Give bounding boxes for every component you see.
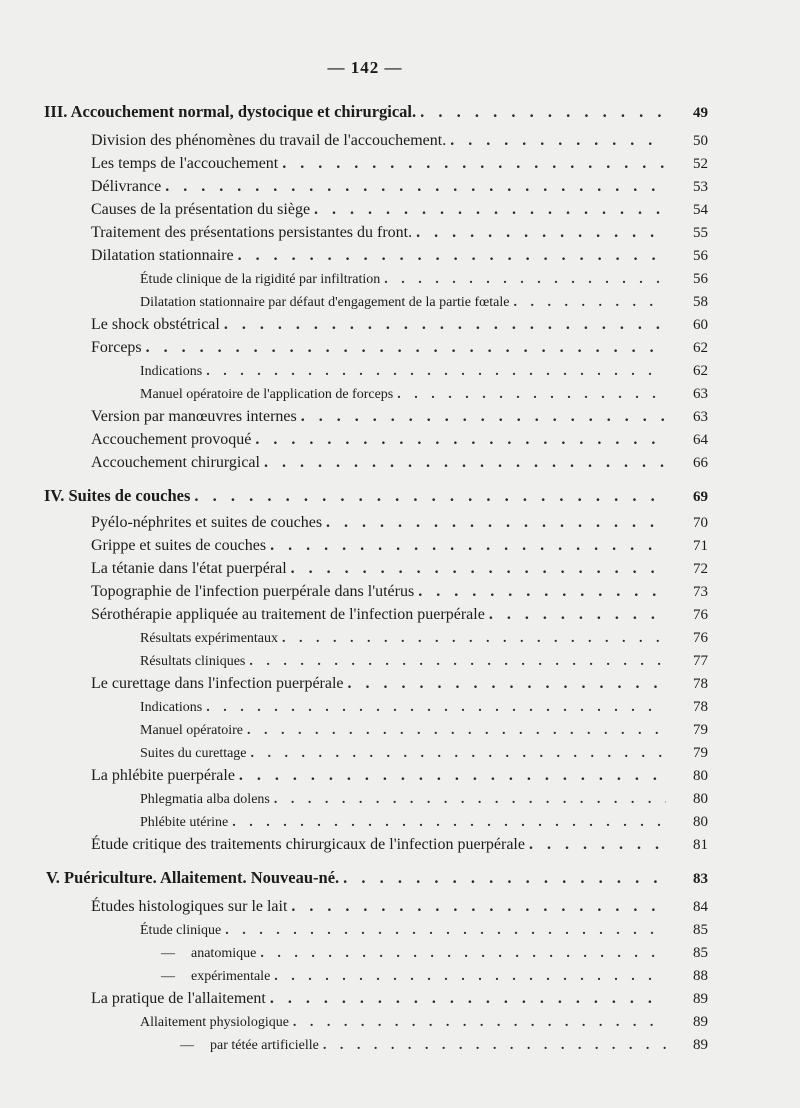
entry-title: Pyélo-néphrites et suites de couches [91,514,323,531]
entry-page: 72 [693,561,708,577]
entry-page: 70 [693,515,708,531]
entry-title: Dilatation stationnaire par défaut d'engagement de la partie fœtale [140,295,510,310]
dot-leader [249,654,666,670]
toc-subentry [0,786,800,808]
entry-page: 66 [693,455,708,471]
entry-title: Le shock obstétrical [91,316,220,333]
entry-page: 71 [693,538,708,554]
toc-subentry [0,289,800,311]
entry-title-with-dash [172,1038,319,1054]
entry-title: IV. Suites de couches [44,486,191,505]
dot-leader [206,364,666,380]
toc-subentry [0,625,800,647]
entry-title: Suites du curettage [140,746,247,761]
entry-title: La pratique de l'allaitement [91,990,266,1007]
entry-page: 85 [693,945,708,961]
dot-leader [397,387,666,403]
dot-leader [314,201,666,219]
toc-subentry [0,266,800,288]
entry-page: 84 [693,899,708,915]
entry-page: 81 [693,837,708,853]
toc-entry [0,197,800,219]
entry-page: 83 [693,871,708,887]
toc-section-heading [0,100,800,122]
entry-title: Forceps [91,339,142,356]
entry-page: 63 [693,386,708,402]
entry-page: 50 [693,133,708,149]
dot-leader [232,815,666,831]
dot-leader [291,560,666,578]
entry-title: Topographie de l'infection puerpérale dans l'utérus [91,583,415,600]
toc-subentry [0,648,800,670]
entry-title: La tétanie dans l'état puerpéral [91,560,287,577]
dot-leader [450,132,666,150]
entry-page: 80 [693,814,708,830]
entry-page: 54 [693,202,708,218]
toc-section-heading [0,866,800,888]
entry-page: 53 [693,179,708,195]
dot-leader [293,1015,666,1031]
dot-leader [348,675,666,693]
entry-title: Phlegmatia alba dolens [140,792,270,807]
dot-leader [260,946,666,962]
entry-title: Le curettage dans l'infection puerpérale [91,675,344,692]
entry-page: 79 [693,722,708,738]
entry-title: Allaitement physiologique [140,1015,289,1030]
toc-subentry [0,963,800,985]
entry-title: Accouchement chirurgical [91,454,260,471]
dot-leader [420,102,666,122]
dot-leader [282,631,666,647]
entry-title: Résultats cliniques [140,654,246,669]
entry-title: Accouchement provoqué [91,431,252,448]
entry-page: 69 [693,489,708,505]
dot-leader [323,1038,666,1054]
ditto-dash: — [161,946,175,961]
entry-page: 56 [693,248,708,264]
dot-leader [343,868,666,888]
entry-page: 56 [693,271,708,287]
ditto-dash: — [180,1038,194,1053]
entry-title: Étude critique des traitements chirurgicaux de l'infection puerpérale [91,836,525,853]
entry-title: Grippe et suites de couches [91,537,267,554]
entry-page: 73 [693,584,708,600]
entry-page: 78 [693,699,708,715]
dot-leader [194,486,666,506]
dot-leader [489,606,666,624]
toc-entry [0,312,800,334]
entry-title: Indications [140,700,203,715]
dot-leader [301,408,666,426]
toc-entry [0,335,800,357]
dot-leader [255,431,666,449]
entry-page: 52 [693,156,708,172]
dot-leader [418,583,666,601]
entry-title: III. Accouchement normal, dystocique et chirurgical. [44,102,417,121]
entry-page: 64 [693,432,708,448]
dot-leader [282,155,666,173]
toc-subentry [0,717,800,739]
entry-page: 55 [693,225,708,241]
toc-subentry [0,940,800,962]
dot-leader [274,969,666,985]
toc-entry [0,556,800,578]
dot-leader [146,339,666,357]
entry-title: Les temps de l'accouchement [91,155,279,172]
toc-entry [0,533,800,555]
toc-subentry [0,694,800,716]
entry-page: 49 [693,105,708,121]
entry-title: V. Puériculture. Allaitement. Nouveau-né. [46,868,340,887]
dot-leader [238,247,666,265]
entry-page: 62 [693,363,708,379]
dot-leader [416,224,666,242]
entry-page: 85 [693,922,708,938]
dot-leader [274,792,666,808]
toc-entry [0,243,800,265]
entry-title: Résultats expérimentaux [140,631,279,646]
dot-leader [239,767,666,785]
toc-entry [0,763,800,785]
entry-title: Études histologiques sur le lait [91,898,288,915]
entry-page: 80 [693,768,708,784]
entry-page: 63 [693,409,708,425]
toc-entry [0,671,800,693]
toc-entry [0,174,800,196]
entry-title: La phlébite puerpérale [91,767,235,784]
dot-leader [270,990,666,1008]
toc-entry [0,427,800,449]
toc-subentry [0,1009,800,1031]
entry-title: Étude clinique de la rigidité par infiltration [140,272,381,287]
entry-title-with-dash [153,946,256,962]
toc-subentry [0,358,800,380]
toc-entry [0,832,800,854]
entry-title: Étude clinique [140,923,222,938]
entry-title: anatomique [191,946,257,961]
toc-entry [0,986,800,1008]
toc-entry [0,128,800,150]
entry-title-with-dash [153,969,270,985]
ditto-dash: — [161,969,175,984]
entry-title: Division des phénomènes du travail de l'accouchement. [91,132,447,149]
entry-page: 89 [693,1014,708,1030]
entry-title: Manuel opératoire [140,723,244,738]
entry-title: Sérothérapie appliquée au traitement de l'infection puerpérale [91,606,485,623]
page-number: — 142 — [327,58,403,77]
toc-subentry [0,917,800,939]
dot-leader [264,454,666,472]
entry-page: 78 [693,676,708,692]
entry-page: 77 [693,653,708,669]
toc-entry [0,510,800,532]
toc-entry [0,579,800,601]
entry-title: Indications [140,364,203,379]
dot-leader [326,514,666,532]
toc-subentry [0,740,800,762]
dot-leader [206,700,666,716]
toc-entry [0,220,800,242]
entry-page: 60 [693,317,708,333]
toc-entry [0,404,800,426]
entry-title: Causes de la présentation du siège [91,201,311,218]
entry-page: 76 [693,607,708,623]
dot-leader [270,537,666,555]
entry-page: 80 [693,791,708,807]
entry-title: Traitement des présentations persistantes du front. [91,224,413,241]
toc-subentry [0,809,800,831]
entry-page: 89 [693,1037,708,1053]
entry-title: Version par manœuvres internes [91,408,297,425]
dot-leader [291,898,666,916]
dot-leader [251,746,666,762]
dot-leader [165,178,666,196]
toc-entry [0,602,800,624]
entry-title: expérimentale [191,969,271,984]
entry-page: 79 [693,745,708,761]
toc-subentry [0,381,800,403]
dot-leader [384,272,666,288]
entry-page: 58 [693,294,708,310]
dot-leader [529,836,666,854]
entry-page: 76 [693,630,708,646]
entry-title: Dilatation stationnaire [91,247,234,264]
dot-leader [224,316,666,334]
entry-title: par tétée artificielle [210,1038,319,1053]
entry-title: Manuel opératoire de l'application de forceps [140,387,394,402]
toc-entry [0,151,800,173]
entry-page: 88 [693,968,708,984]
entry-title: Phlébite utérine [140,815,229,830]
entry-page: 62 [693,340,708,356]
dot-leader [225,923,666,939]
entry-title: Délivrance [91,178,162,195]
toc-entry [0,894,800,916]
dot-leader [513,295,666,311]
entry-page: 89 [693,991,708,1007]
toc-section-heading [0,484,800,506]
dot-leader [247,723,666,739]
toc-subentry [0,1032,800,1054]
toc-entry [0,450,800,472]
